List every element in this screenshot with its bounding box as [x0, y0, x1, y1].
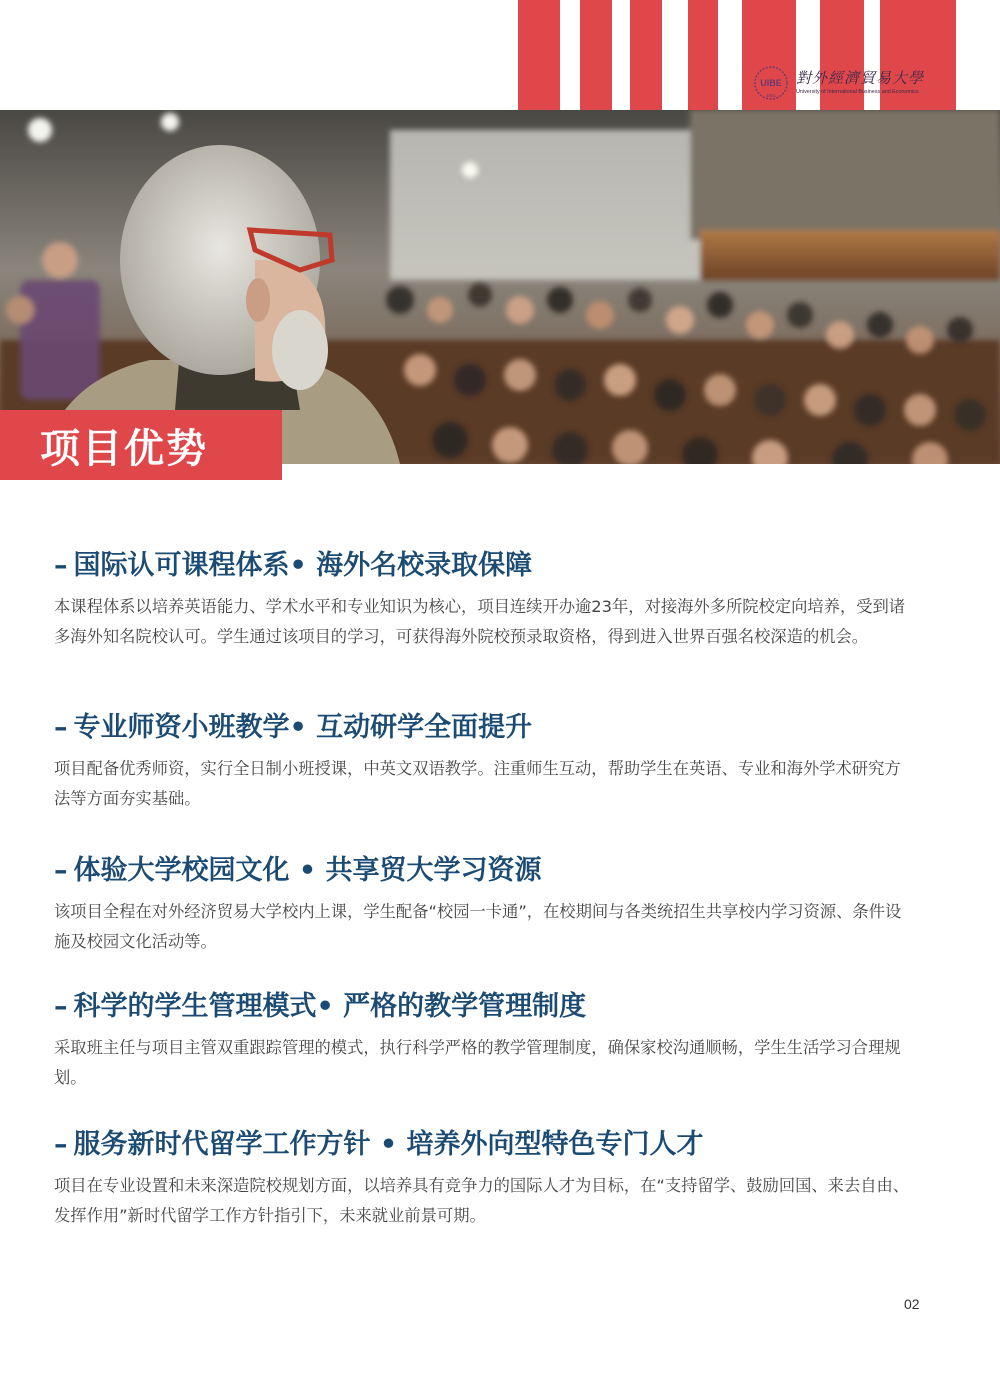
- advantage-section: [54, 708, 914, 814]
- section-heading: – 体验大学校园文化 • 共享贸大学习资源: [54, 855, 542, 886]
- university-logo: [752, 62, 932, 104]
- section-body: 项目在专业设置和未来深造院校规划方面，以培养具有竞争力的国际人才为目标，在“支持留学、鼓励回国、来去自由、发挥作用”新时代留学工作方针指引下，未来就业前景可期。: [54, 1176, 910, 1225]
- section-heading: – 专业师资小班教学• 互动研学全面提升: [54, 712, 533, 743]
- stripe: [518, 0, 560, 110]
- dash-icon: –: [54, 1129, 68, 1160]
- advantage-section: [54, 987, 914, 1093]
- advantage-section: [54, 851, 914, 957]
- stripe: [688, 0, 718, 110]
- dash-icon: –: [54, 991, 68, 1022]
- section-body: 本课程体系以培养英语能力、学术水平和专业知识为核心，项目连续开办逾23年，对接海外多所院校定向培养，受到诸多海外知名院校认可。学生通过该项目的学习，可获得海外院校预录取资格，得到进入世界百强名校深造的机会。: [54, 597, 906, 646]
- stripe: [580, 0, 612, 110]
- section-heading: – 国际认可课程体系• 海外名校录取保障: [54, 550, 533, 581]
- dash-icon: –: [54, 712, 68, 743]
- section-body: 采取班主任与项目主管双重跟踪管理的模式，执行科学严格的教学管理制度，确保家校沟通顺畅，学生生活学习合理规划。: [54, 1038, 901, 1087]
- advantage-section: [54, 1125, 914, 1231]
- stripe: [630, 0, 662, 110]
- dash-icon: –: [54, 550, 68, 581]
- section-body: 该项目全程在对外经济贸易大学校内上课，学生配备“校园一卡通”，在校期间与各类统招生共享校内学习资源、条件设施及校园文化活动等。: [54, 902, 902, 951]
- logo-name-en: University of International Business and Economics: [796, 88, 919, 95]
- page-title: 项目优势: [40, 425, 208, 472]
- page-number: 02: [904, 1296, 920, 1312]
- university-emblem-icon: [752, 64, 790, 102]
- svg-text:UIBE: UIBE: [760, 78, 782, 88]
- dash-icon: –: [54, 855, 68, 886]
- svg-text:1951: 1951: [765, 93, 777, 98]
- logo-name-cn: 對外經濟貿易大學: [796, 68, 925, 87]
- section-body: 项目配备优秀师资，实行全日制小班授课，中英文双语教学。注重师生互动，帮助学生在英语、专业和海外学术研究方法等方面夯实基础。: [54, 759, 901, 808]
- section-heading: – 科学的学生管理模式• 严格的教学管理制度: [54, 991, 587, 1022]
- section-heading: – 服务新时代留学工作方针 • 培养外向型特色专门人才: [54, 1129, 704, 1160]
- advantage-section: [54, 546, 914, 652]
- section-title-banner: [0, 410, 282, 480]
